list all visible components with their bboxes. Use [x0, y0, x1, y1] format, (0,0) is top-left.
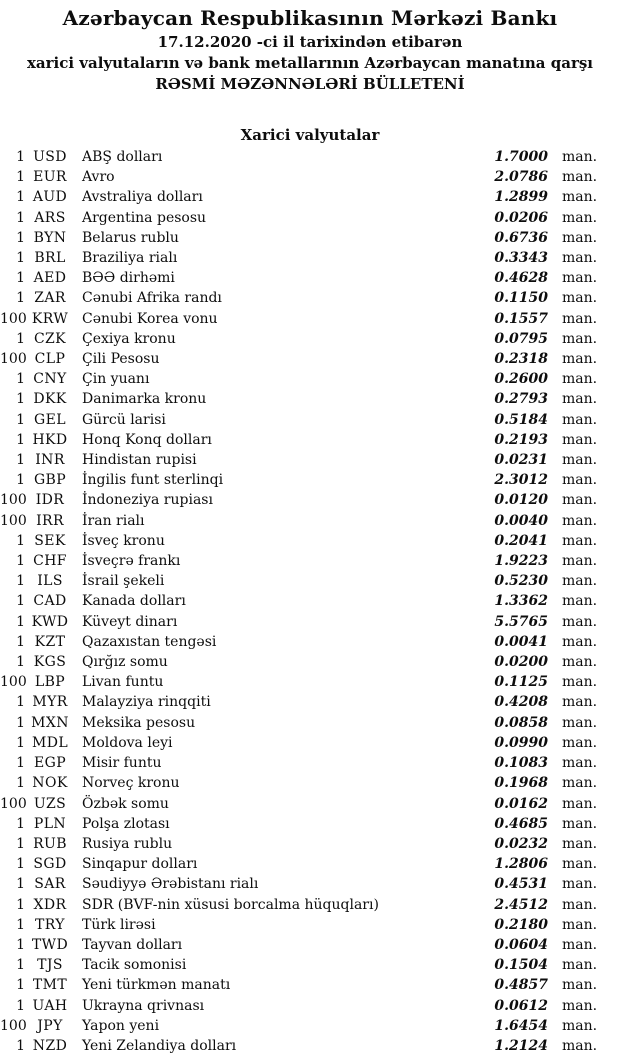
currency-code: EGP	[33, 755, 67, 772]
currency-unit: man.	[562, 411, 598, 428]
currency-unit: man.	[562, 997, 598, 1014]
currency-row	[0, 672, 620, 692]
currency-unit: man.	[562, 957, 598, 974]
currency-rate: 0.5184	[494, 411, 548, 428]
currency-row	[0, 1016, 620, 1036]
currency-code: IRR	[36, 512, 64, 529]
currency-row	[0, 773, 620, 793]
currency-code: MYR	[32, 694, 68, 711]
currency-name: Çin yuanı	[82, 371, 150, 388]
currency-rate: 0.0232	[494, 835, 548, 852]
currency-name: Küveyt dinarı	[82, 613, 178, 630]
currency-name: Ukrayna qrivnası	[82, 997, 205, 1014]
currency-name: Belarus rublu	[82, 229, 179, 246]
currency-name: Yapon yeni	[82, 1017, 160, 1034]
currency-rate: 1.2899	[494, 189, 548, 206]
currency-unit: man.	[562, 169, 598, 186]
currency-row	[0, 329, 620, 349]
currency-rate: 0.2180	[494, 916, 548, 933]
currency-code: TJS	[37, 957, 63, 974]
currency-row	[0, 591, 620, 611]
currency-unit: man.	[562, 270, 598, 287]
currency-name: Argentina pesosu	[82, 209, 207, 226]
bank-title: Azərbaycan Respublikasının Mərkəzi Bankı	[62, 6, 558, 30]
currency-name: Avro	[82, 169, 115, 186]
currency-row	[0, 692, 620, 712]
currency-name: Danimarka kronu	[82, 391, 207, 408]
currency-unit: man.	[562, 1017, 598, 1034]
currency-code: GEL	[34, 411, 66, 428]
currency-code: UZS	[33, 795, 67, 812]
currency-rate: 0.1504	[494, 957, 548, 974]
currency-code: BRL	[34, 250, 66, 267]
currency-row	[0, 147, 620, 167]
currency-code: TRY	[35, 916, 65, 933]
currency-unit: man.	[562, 835, 598, 852]
currency-rate: 1.7000	[494, 149, 548, 165]
currency-unit: man.	[562, 553, 598, 570]
currency-code: CLP	[34, 351, 66, 368]
currency-name: Rusiya rublu	[82, 835, 173, 852]
currency-code: MXN	[31, 714, 69, 731]
currency-rate: 0.3343	[494, 250, 548, 267]
currency-name: Tayvan dolları	[82, 936, 183, 953]
currency-unit: man.	[562, 856, 598, 873]
currency-name: Yeni Zelandiya dolları	[82, 1037, 237, 1054]
currency-row	[0, 288, 620, 308]
currency-rate: 0.0206	[494, 209, 548, 226]
currency-quantity: 1	[16, 330, 25, 347]
currency-rate: 0.1125	[494, 674, 548, 691]
currency-unit: man.	[562, 532, 598, 549]
currency-quantity: 1	[16, 856, 25, 873]
currency-rate: 2.3012	[494, 472, 548, 489]
currency-unit: man.	[562, 654, 598, 671]
currency-quantity: 1	[16, 593, 25, 610]
currency-row	[0, 430, 620, 450]
currency-name: Malayziya rinqqiti	[82, 694, 211, 711]
currency-code: KRW	[31, 310, 69, 327]
currency-unit: man.	[562, 795, 598, 812]
currency-name: ABŞ dolları	[82, 149, 163, 165]
currency-rate: 0.0795	[494, 330, 548, 347]
currency-row	[0, 369, 620, 389]
currency-unit: man.	[562, 250, 598, 267]
currency-quantity: 1	[16, 997, 25, 1014]
currency-quantity: 1	[16, 532, 25, 549]
currency-rate: 0.6736	[494, 229, 548, 246]
currency-rate: 1.2806	[494, 856, 548, 873]
currency-quantity: 1	[16, 229, 25, 246]
currency-unit: man.	[562, 472, 598, 489]
currency-rate: 0.2793	[494, 391, 548, 408]
currency-rate: 0.5230	[494, 573, 548, 590]
currency-name: BƏƏ dirhəmi	[82, 270, 175, 287]
currency-unit: man.	[562, 734, 598, 751]
currency-row	[0, 389, 620, 409]
currency-unit: man.	[562, 149, 598, 165]
currency-quantity: 1	[16, 835, 25, 852]
currency-quantity: 1	[16, 916, 25, 933]
currency-name: Sinqapur dolları	[82, 856, 198, 873]
currency-row	[0, 612, 620, 632]
currency-row	[0, 915, 620, 935]
currency-name: Misir funtu	[82, 755, 162, 772]
currency-unit: man.	[562, 775, 598, 792]
currency-rate: 0.2318	[494, 351, 548, 368]
currency-unit: man.	[562, 452, 598, 469]
currency-rate: 5.5765	[494, 613, 548, 630]
currency-quantity: 100	[0, 351, 27, 368]
bulletin-header	[0, 0, 620, 95]
currency-row	[0, 511, 620, 531]
currency-row	[0, 753, 620, 773]
currency-rate: 1.6454	[494, 1017, 548, 1034]
currency-quantity: 1	[16, 169, 25, 186]
currency-unit: man.	[562, 189, 598, 206]
currency-quantity: 1	[16, 553, 25, 570]
currency-quantity: 100	[0, 795, 27, 812]
currency-code: AED	[33, 270, 67, 287]
currency-rate: 0.2193	[494, 431, 548, 448]
currency-row	[0, 309, 620, 329]
currency-name: Yeni türkmən manatı	[82, 977, 231, 994]
currency-name: İsrail şekeli	[82, 573, 165, 590]
currency-rate: 0.1968	[494, 775, 548, 792]
currency-quantity: 1	[16, 957, 25, 974]
currency-quantity: 1	[16, 714, 25, 731]
currency-name: SDR (BVF-nin xüsusi borcalma hüquqları)	[82, 896, 379, 913]
currency-name: Qırğız somu	[82, 654, 168, 671]
currency-unit: man.	[562, 936, 598, 953]
currency-unit: man.	[562, 310, 598, 327]
currency-name: Meksika pesosu	[82, 714, 196, 731]
currency-name: Avstraliya dolları	[82, 189, 203, 206]
currency-quantity: 1	[16, 815, 25, 832]
currency-rate: 1.2124	[494, 1037, 548, 1054]
currency-quantity: 1	[16, 775, 25, 792]
currency-quantity: 1	[16, 936, 25, 953]
subject-line: xarici valyutaların və bank metallarının Azərbaycan manatına qarşı	[26, 54, 594, 72]
currency-table	[0, 147, 620, 1056]
currency-row	[0, 531, 620, 551]
currency-rate: 1.3362	[494, 593, 548, 610]
currency-name: Gürcü larisi	[82, 411, 166, 428]
currency-code: XDR	[33, 896, 67, 913]
currency-name: Hindistan rupisi	[82, 452, 197, 469]
currency-quantity: 1	[16, 472, 25, 489]
currency-unit: man.	[562, 755, 598, 772]
currency-rate: 1.9223	[494, 553, 548, 570]
currency-unit: man.	[562, 815, 598, 832]
currency-unit: man.	[562, 896, 598, 913]
currency-code: UAH	[32, 997, 68, 1014]
currency-name: Çili Pesosu	[82, 351, 160, 368]
currency-quantity: 1	[16, 573, 25, 590]
currency-unit: man.	[562, 674, 598, 691]
currency-row	[0, 410, 620, 430]
currency-rate: 0.0231	[494, 452, 548, 469]
currency-rate: 2.0786	[494, 169, 548, 186]
currency-quantity: 100	[0, 512, 27, 529]
currency-quantity: 1	[16, 654, 25, 671]
currency-row	[0, 268, 620, 288]
currency-rate: 0.0612	[494, 997, 548, 1014]
currency-unit: man.	[562, 351, 598, 368]
currency-row	[0, 349, 620, 369]
currency-unit: man.	[562, 573, 598, 590]
currency-name: Kanada dolları	[82, 593, 186, 610]
currency-code: AUD	[32, 189, 68, 206]
currency-row	[0, 167, 620, 187]
currency-code: CZK	[33, 330, 67, 347]
currency-code: JPY	[37, 1017, 63, 1034]
currency-unit: man.	[562, 371, 598, 388]
currency-code: CHF	[33, 553, 67, 570]
currency-row	[0, 975, 620, 995]
currency-rate: 0.0200	[494, 654, 548, 671]
currency-name: Cənubi Afrika randı	[82, 290, 222, 307]
currency-code: MDL	[31, 734, 69, 751]
currency-quantity: 100	[0, 310, 27, 327]
currency-code: GBP	[33, 472, 67, 489]
currency-quantity: 1	[16, 391, 25, 408]
currency-code: PLN	[33, 815, 67, 832]
currency-row	[0, 733, 620, 753]
currency-row	[0, 632, 620, 652]
currency-row	[0, 794, 620, 814]
currency-row	[0, 187, 620, 207]
currency-name: Çexiya kronu	[82, 330, 176, 347]
currency-row	[0, 955, 620, 975]
currency-code: CNY	[33, 371, 67, 388]
currency-row	[0, 551, 620, 571]
currency-unit: man.	[562, 391, 598, 408]
currency-code: BYN	[33, 229, 67, 246]
currency-row	[0, 713, 620, 733]
currency-rate: 2.4512	[494, 896, 548, 913]
currency-name: İran rialı	[82, 512, 145, 529]
currency-rate: 0.4685	[494, 815, 548, 832]
section-title-foreign-currencies: Xarici valyutalar	[240, 126, 380, 144]
currency-code: CAD	[33, 593, 67, 610]
currency-quantity: 1	[16, 250, 25, 267]
currency-unit: man.	[562, 916, 598, 933]
currency-unit: man.	[562, 714, 598, 731]
currency-code: SEK	[34, 532, 66, 549]
currency-row	[0, 450, 620, 470]
currency-unit: man.	[562, 694, 598, 711]
currency-quantity: 100	[0, 1017, 27, 1034]
currency-code: NZD	[32, 1037, 68, 1054]
currency-quantity: 1	[16, 633, 25, 650]
currency-code: RUB	[33, 835, 67, 852]
currency-quantity: 1	[16, 1037, 25, 1054]
currency-name: Türk lirəsi	[82, 916, 156, 933]
currency-code: KGS	[33, 654, 67, 671]
currency-quantity: 1	[16, 371, 25, 388]
currency-quantity: 1	[16, 290, 25, 307]
currency-row	[0, 935, 620, 955]
currency-row	[0, 470, 620, 490]
currency-quantity: 1	[16, 734, 25, 751]
currency-unit: man.	[562, 1037, 598, 1054]
currency-code: KZT	[34, 633, 66, 650]
currency-name: Livan funtu	[82, 674, 164, 691]
currency-code: HKD	[32, 431, 68, 448]
currency-quantity: 1	[16, 189, 25, 206]
currency-quantity: 1	[16, 270, 25, 287]
currency-code: EUR	[33, 169, 67, 186]
currency-row	[0, 208, 620, 228]
currency-rate: 0.0041	[494, 633, 548, 650]
currency-row	[0, 1036, 620, 1056]
currency-rate: 0.4531	[494, 876, 548, 893]
currency-rate: 0.2041	[494, 532, 548, 549]
currency-code: LBP	[34, 674, 66, 691]
currency-rate: 0.1083	[494, 755, 548, 772]
currency-rate: 0.0162	[494, 795, 548, 812]
currency-unit: man.	[562, 290, 598, 307]
currency-rate: 0.2600	[494, 371, 548, 388]
currency-unit: man.	[562, 977, 598, 994]
currency-row	[0, 814, 620, 834]
currency-row	[0, 874, 620, 894]
currency-quantity: 1	[16, 694, 25, 711]
currency-code: KWD	[31, 613, 69, 630]
currency-row	[0, 854, 620, 874]
currency-name: İsveçrə frankı	[82, 553, 181, 570]
currency-rate: 0.0990	[494, 734, 548, 751]
currency-unit: man.	[562, 431, 598, 448]
currency-quantity: 1	[16, 431, 25, 448]
currency-unit: man.	[562, 613, 598, 630]
currency-name: Norveç kronu	[82, 775, 180, 792]
currency-quantity: 100	[0, 492, 27, 509]
currency-rate: 0.4208	[494, 694, 548, 711]
currency-quantity: 1	[16, 411, 25, 428]
currency-unit: man.	[562, 633, 598, 650]
currency-name: Moldova leyi	[82, 734, 173, 751]
currency-row	[0, 228, 620, 248]
currency-code: TMT	[32, 977, 68, 994]
currency-code: DKK	[33, 391, 67, 408]
currency-code: ARS	[34, 209, 66, 226]
currency-rate: 0.1557	[494, 310, 548, 327]
currency-code: INR	[35, 452, 65, 469]
currency-code: USD	[33, 149, 67, 165]
currency-row	[0, 490, 620, 510]
currency-name: Qazaxıstan tengəsi	[82, 633, 217, 650]
bulletin-title: RƏSMİ MƏZƏNNƏLƏRİ BÜLLETENİ	[155, 75, 465, 93]
currency-rate: 0.4857	[494, 977, 548, 994]
currency-name: Özbək somu	[82, 795, 169, 812]
currency-unit: man.	[562, 492, 598, 509]
currency-code: ILS	[37, 573, 63, 590]
currency-quantity: 100	[0, 674, 27, 691]
currency-name: Honq Konq dolları	[82, 431, 212, 448]
currency-quantity: 1	[16, 896, 25, 913]
currency-row	[0, 834, 620, 854]
currency-rate: 0.4628	[494, 270, 548, 287]
currency-rate: 0.0040	[494, 512, 548, 529]
effective-date-line: 17.12.2020 -ci il tarixindən etibarən	[157, 33, 463, 51]
currency-row	[0, 895, 620, 915]
currency-row	[0, 571, 620, 591]
currency-rate: 0.1150	[494, 290, 548, 307]
currency-rate: 0.0604	[494, 936, 548, 953]
currency-code: SGD	[33, 856, 67, 873]
currency-unit: man.	[562, 229, 598, 246]
currency-name: İndoneziya rupiası	[82, 492, 213, 509]
currency-unit: man.	[562, 593, 598, 610]
currency-unit: man.	[562, 330, 598, 347]
currency-row	[0, 248, 620, 268]
currency-quantity: 1	[16, 613, 25, 630]
currency-name: İngilis funt sterlinqi	[82, 472, 224, 489]
currency-quantity: 1	[16, 452, 25, 469]
currency-code: SAR	[34, 876, 66, 893]
currency-name: Səudiyyə Ərəbistanı rialı	[82, 876, 259, 893]
currency-quantity: 1	[16, 209, 25, 226]
currency-unit: man.	[562, 209, 598, 226]
currency-unit: man.	[562, 876, 598, 893]
currency-quantity: 1	[16, 755, 25, 772]
currency-rate: 0.0858	[494, 714, 548, 731]
currency-unit: man.	[562, 512, 598, 529]
currency-name: Braziliya rialı	[82, 250, 178, 267]
currency-name: Tacik somonisi	[82, 957, 187, 974]
currency-code: NOK	[32, 775, 68, 792]
currency-name: Cənubi Korea vonu	[82, 310, 218, 327]
currency-name: Polşa zlotası	[82, 815, 170, 832]
currency-row	[0, 652, 620, 672]
currency-row	[0, 996, 620, 1016]
currency-code: TWD	[31, 936, 69, 953]
currency-quantity: 1	[16, 149, 25, 165]
currency-name: İsveç kronu	[82, 532, 165, 549]
currency-quantity: 1	[16, 977, 25, 994]
currency-code: ZAR	[34, 290, 66, 307]
currency-code: IDR	[35, 492, 65, 509]
currency-quantity: 1	[16, 876, 25, 893]
currency-rate: 0.0120	[494, 492, 548, 509]
